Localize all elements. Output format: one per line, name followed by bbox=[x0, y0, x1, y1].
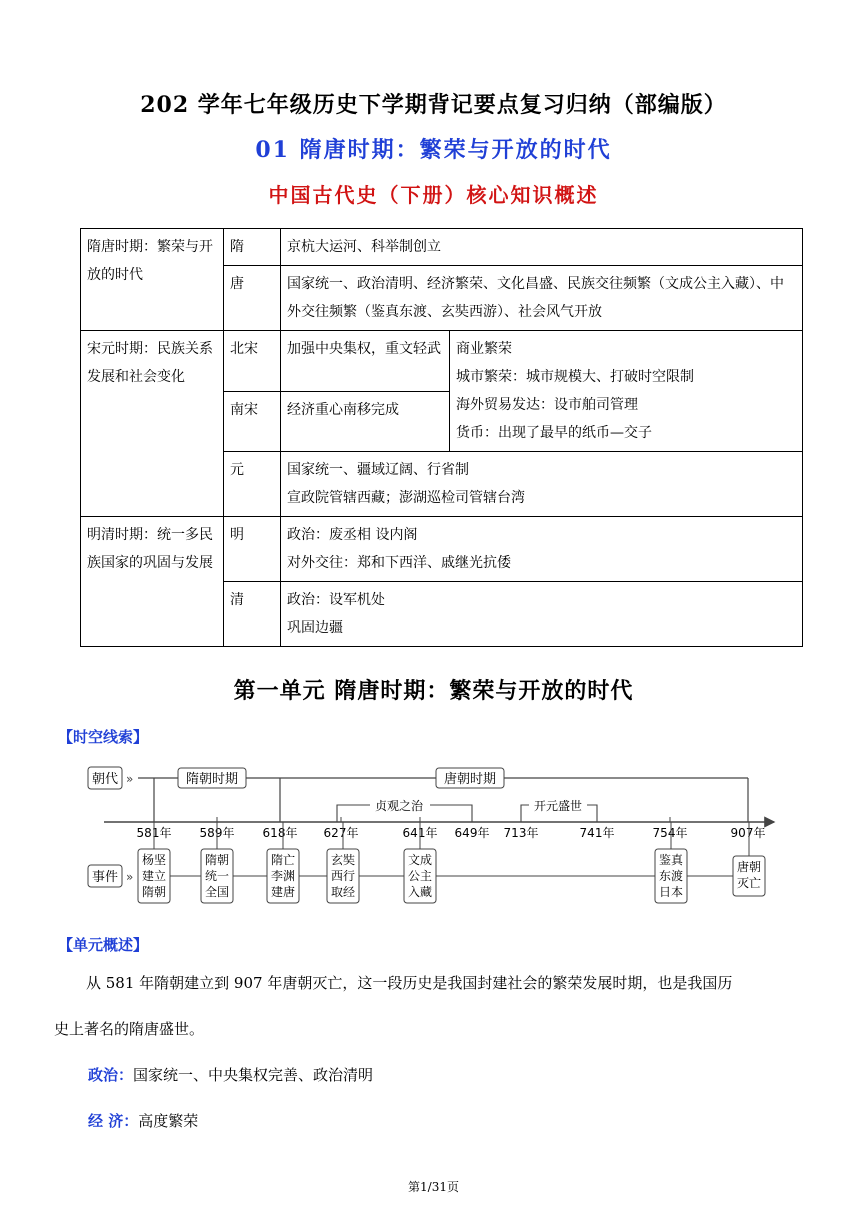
event-label: 取经 bbox=[330, 885, 356, 899]
overview-label: 【单元概述】 bbox=[58, 936, 149, 954]
content-line: 宣政院管辖西藏；澎湖巡检司管辖台湾 bbox=[287, 490, 525, 506]
content-line: 对外交往：郑和下西洋、戚继光抗倭 bbox=[287, 555, 511, 571]
event-label: 建立 bbox=[141, 869, 167, 883]
page-number: 第1/31页 bbox=[408, 1180, 459, 1194]
chapter-subtitle: 01 隋唐时期：繁荣与开放的时代 bbox=[255, 137, 612, 163]
document-title: 202 学年七年级历史下学期背记要点复习归纳（部编版） bbox=[140, 92, 727, 118]
event-label: 统一 bbox=[204, 869, 230, 883]
tang-period-label: 唐朝时期 bbox=[443, 772, 497, 787]
event-label: 建唐 bbox=[270, 885, 296, 899]
event-label: 杨坚 bbox=[141, 853, 167, 867]
commerce-cell bbox=[450, 331, 803, 452]
content-cell: 加强中央集权，重文轻武 bbox=[281, 331, 450, 392]
content-line: 政治：设军机处 bbox=[287, 592, 385, 608]
timeline-section-label: 【时空线索】 bbox=[58, 728, 149, 746]
content-line: 国家统一、疆域辽阔、行省制 bbox=[287, 462, 469, 478]
dynasty-cell: 明 bbox=[224, 517, 281, 582]
content-cell: 国家统一、政治清明、经济繁荣、文化昌盛、民族交往频繁（文成公主入藏）、中外交往频繁（鉴真东渡、玄奘西游）、社会风气开放 bbox=[281, 266, 803, 331]
dynasty-cell: 北宋 bbox=[224, 331, 281, 392]
event-label: 隋亡 bbox=[270, 853, 296, 867]
overview-line-1: 从 581 年隋朝建立到 907 年唐朝灭亡，这一段历史是我国封建社会的繁荣发展时期，也是我国历 bbox=[86, 974, 733, 992]
event-label: 西行 bbox=[330, 869, 356, 883]
zhenguan-label: 贞观之治 bbox=[374, 799, 424, 813]
economy-text: 高度繁荣 bbox=[138, 1112, 199, 1130]
content-cell bbox=[281, 582, 803, 647]
year-label: 754年 bbox=[652, 826, 688, 840]
year-label: 907年 bbox=[730, 826, 766, 840]
event-label: 鉴真 bbox=[658, 853, 684, 867]
commerce-line: 商业繁荣 bbox=[456, 341, 512, 357]
content-cell: 京杭大运河、科举制创立 bbox=[281, 229, 803, 266]
event-label: 唐朝 bbox=[736, 860, 762, 874]
timeline-diagram bbox=[0, 755, 867, 915]
economy-label: 经 济： bbox=[88, 1112, 139, 1130]
section-title: 中国古代史（下册）核心知识概述 bbox=[268, 183, 599, 207]
event-label: 东渡 bbox=[658, 869, 684, 883]
year-label: 641年 bbox=[402, 826, 438, 840]
event-label: 隋朝 bbox=[141, 885, 167, 899]
dynasty-tag: 朝代 bbox=[91, 772, 119, 787]
event-label: 灭亡 bbox=[736, 876, 762, 890]
event-label: 日本 bbox=[658, 885, 684, 899]
content-cell bbox=[281, 452, 803, 517]
year-label: 713年 bbox=[503, 826, 539, 840]
politics-line bbox=[88, 1064, 373, 1086]
event-arrow-icon: » bbox=[126, 870, 134, 884]
event-label: 文成 bbox=[407, 853, 433, 867]
dynasty-cell: 元 bbox=[224, 452, 281, 517]
content-cell bbox=[281, 517, 803, 582]
dynasty-cell: 南宋 bbox=[224, 391, 281, 452]
politics-label: 政治： bbox=[88, 1066, 134, 1084]
kaiyuan-label: 开元盛世 bbox=[533, 799, 583, 813]
commerce-line: 城市繁荣：城市规模大、打破时空限制 bbox=[456, 369, 694, 385]
dynasty-arrow-icon: » bbox=[126, 772, 134, 786]
content-line: 巩固边疆 bbox=[287, 620, 343, 636]
summary-table bbox=[80, 228, 803, 647]
year-label: 618年 bbox=[262, 826, 298, 840]
commerce-line: 货币：出现了最早的纸币—交子 bbox=[456, 425, 652, 441]
dynasty-cell: 隋 bbox=[224, 229, 281, 266]
year-label: 627年 bbox=[323, 826, 359, 840]
sui-period-label: 隋朝时期 bbox=[185, 772, 239, 787]
year-label: 589年 bbox=[199, 826, 235, 840]
event-label: 隋朝 bbox=[204, 853, 230, 867]
year-label: 581年 bbox=[136, 826, 172, 840]
event-label: 李渊 bbox=[270, 869, 296, 883]
event-label: 玄奘 bbox=[330, 853, 356, 867]
year-label: 741年 bbox=[579, 826, 615, 840]
commerce-line: 海外贸易发达：设市舶司管理 bbox=[456, 397, 638, 413]
overview-line-2: 史上著名的隋唐盛世。 bbox=[54, 1020, 205, 1038]
event-label: 公主 bbox=[407, 869, 433, 883]
content-cell: 经济重心南移完成 bbox=[281, 391, 450, 452]
unit-title: 第一单元 隋唐时期：繁荣与开放的时代 bbox=[233, 678, 634, 704]
period-cell: 隋唐时期：繁荣与开放的时代 bbox=[81, 229, 224, 331]
period-cell: 明清时期：统一多民族国家的巩固与发展 bbox=[81, 517, 224, 647]
period-cell: 宋元时期：民族关系发展和社会变化 bbox=[81, 331, 224, 517]
event-tag: 事件 bbox=[91, 870, 119, 885]
economy-line bbox=[88, 1110, 198, 1132]
event-label: 全国 bbox=[204, 885, 230, 899]
dynasty-cell: 唐 bbox=[224, 266, 281, 331]
politics-text: 国家统一、中央集权完善、政治清明 bbox=[133, 1066, 374, 1084]
dynasty-cell: 清 bbox=[224, 582, 281, 647]
year-label: 649年 bbox=[454, 826, 490, 840]
event-label: 入藏 bbox=[407, 885, 433, 899]
content-line: 政治：废丞相 设内阁 bbox=[287, 527, 418, 543]
